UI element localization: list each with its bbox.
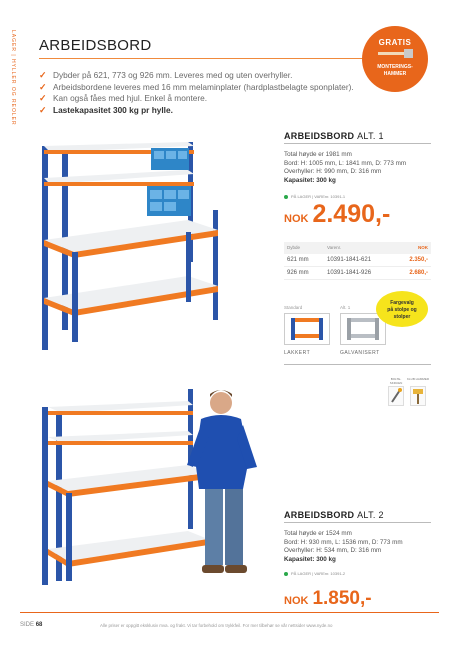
variants-table-header: Dybde Varenr. NOK bbox=[284, 242, 431, 254]
feature-item: ✓ Arbeidsbordene leveres med 16 mm melaminplater (hardplastbelagte sponplater). bbox=[39, 81, 354, 92]
feature-list bbox=[39, 70, 354, 116]
mallet-icon bbox=[410, 386, 426, 406]
product2-price: NOK 1.850,- bbox=[284, 588, 372, 609]
badge-headline: GRATIS bbox=[378, 38, 412, 47]
workbench-alt2-image bbox=[38, 385, 264, 587]
feature-item: ✓ Kan også fåes med hjul. Enkel å montere. bbox=[39, 93, 208, 103]
color-choice-callout: Fargevalg på stolpe og stolper bbox=[376, 291, 428, 327]
product2-title: ARBEIDSBORD ALT. 2 bbox=[284, 510, 384, 520]
hammer-icon bbox=[376, 49, 414, 59]
variants-table bbox=[284, 242, 431, 280]
table-row: 621 mm 10391-1841-621 2.350,- bbox=[284, 254, 431, 267]
workbench-alt1-image bbox=[38, 140, 224, 352]
product1-divider bbox=[284, 143, 431, 144]
swatch-standard-label: Standard bbox=[284, 305, 303, 310]
swatch-painted-image bbox=[284, 313, 330, 345]
check-icon: ✓ bbox=[39, 81, 47, 92]
side-tab bbox=[9, 30, 17, 170]
badge-subline: MONTERINGS- HAMMER bbox=[377, 64, 413, 77]
swatch-standard-caption: LAKKERT bbox=[284, 350, 311, 356]
footer-divider bbox=[20, 612, 439, 613]
check-icon: ✓ bbox=[39, 70, 47, 80]
check-icon: ✓ bbox=[39, 93, 47, 103]
check-icon: ✓ bbox=[39, 104, 47, 115]
product2-specs: Total høyde er 1524 mm Bord: H: 930 mm, L: 1536 mm, D: 773 mm Overhyller: H: 534 mm, D: 316 mm Kapasitet: 300 kg bbox=[284, 530, 403, 563]
section-divider bbox=[284, 364, 431, 365]
product2-stock: PÅ LAGER | VAREnr. 10391-2 bbox=[284, 571, 345, 576]
table-row: 926 mm 10391-1841-926 2.680,- bbox=[284, 267, 431, 280]
product2-divider bbox=[284, 522, 431, 523]
page-number: SIDE 68 bbox=[20, 622, 43, 628]
bolt-tool-icon bbox=[388, 386, 404, 406]
tool-label: BOLTE- SKRUEN bbox=[389, 377, 403, 385]
product1-price: NOK 2.490,- bbox=[284, 200, 391, 228]
in-stock-icon bbox=[284, 195, 288, 199]
product1-specs: Total høyde er 1981 mm Bord: H: 1005 mm, L: 1841 mm, D: 773 mm Overhyller: H: 990 mm, D: 316 mm Kapasitet: 300 kg bbox=[284, 151, 407, 184]
side-tab-label: LAGER | HYLLER OG REOLER bbox=[10, 30, 16, 126]
swatch-alt-caption: GALVANISERT bbox=[340, 350, 380, 356]
tool-label: KLUB HAMMER bbox=[407, 377, 430, 381]
footer-disclaimer: Alle priser er oppgitt eksklusiv mva. og frakt. Vi tar forbehold om trykkfeil. For mer tilbehør se vår nettsider www.nyde.no bbox=[100, 623, 333, 628]
swatch-alt-label: Alt. 1 bbox=[340, 305, 351, 310]
feature-item: ✓ Lastekapasitet 300 kg pr hylle. bbox=[39, 104, 173, 115]
free-hammer-badge bbox=[362, 26, 428, 92]
product1-stock: PÅ LAGER | VAREnr. 10391-1 bbox=[284, 194, 345, 199]
product1-title: ARBEIDSBORD ALT. 1 bbox=[284, 131, 384, 141]
feature-item: ✓ Dybder på 621, 773 og 926 mm. Leveres med og uten overhyller. bbox=[39, 70, 293, 80]
page-title: ARBEIDSBORD bbox=[39, 37, 152, 54]
in-stock-icon bbox=[284, 572, 288, 576]
